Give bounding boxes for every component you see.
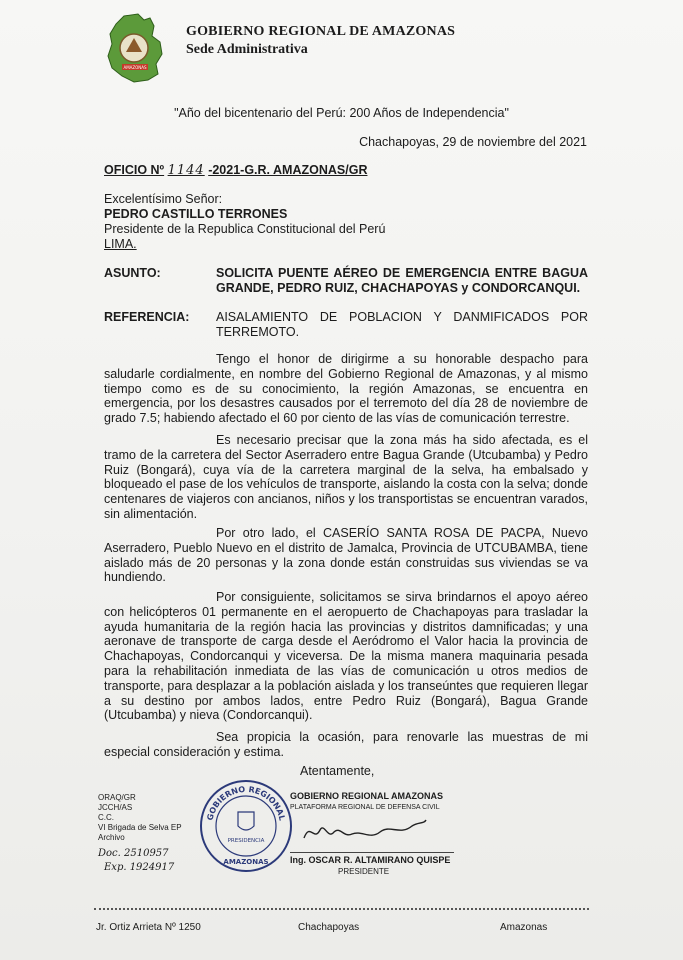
stamp-bottom-text: AMAZONAS [223,858,269,866]
paragraph-1 [104,352,588,426]
stamp-organization [290,791,443,813]
footer-city: Chachapoyas [298,922,360,933]
oficio-suffix: -2021-G.R. AMAZONAS/GR [208,163,368,177]
recipient-block [104,192,385,252]
cc-line: ORAQ/GR [98,793,136,802]
regional-emblem-logo [104,12,166,84]
stamp-ring-text: GOBIERNO REGIONAL [205,784,287,822]
logo-text: AMAZONAS [123,65,147,70]
oficio-prefix: OFICIO Nº [104,163,165,177]
stamp-org-line1: GOBIERNO REGIONAL AMAZONAS [290,791,444,801]
signer-name: Ing. OSCAR R. ALTAMIRANO QUISPE [290,855,451,865]
asunto-label: ASUNTO: [104,266,161,280]
footer-region: Amazonas [500,922,548,933]
cc-line: JCCH/AS [98,803,133,812]
asunto-text: SOLICITA PUENTE AÉREO DE EMERGENCIA ENTRE BAGUA GRANDE, PEDRO RUIZ, CHACHAPOYAS y CONDORCANQUI. [216,266,588,295]
oficio-number [104,163,367,178]
paragraph-2-text: Es necesario precisar que la zona más ha sido afectada, es el tramo de la carretera del Sector Aserradero entre Bagua Grande (Utcubamba) y Pedro Ruiz (Bongará), cuya vía de la carretera marginal de la selva, ha embalsado y bloqueado el pase de los vehículos de transporte, aislando la costa con la selva; donde centenares de viajeros con ancianos, niños y los transportistas se encuentran varados, sin alimentación. [104,433,588,521]
closing: Atentamente, [300,764,375,778]
oficio-handwritten-number: 1144 [167,163,205,178]
paragraph-1-text: Tengo el honor de dirigirme a su honorable despacho para saludarle cordialmente, en nombre del Gobierno Regional de Amazonas, y al mismo tiempo como es de su conocimiento, la región Amazonas, se encuentra en emergencia, por los desastres causados por el terremoto del día 28 de noviembre de grado 7.5; habiendo afectado el 60 por ciento de las vías de comunicación terrestre. [104,352,588,426]
paragraph-2 [104,433,588,522]
paragraph-4 [104,590,588,723]
cc-line: Archivo [98,833,125,842]
handwritten-doc-ref: Doc. 2510957 [98,848,169,859]
referencia-label: REFERENCIA: [104,310,190,324]
paragraph-5 [104,730,588,760]
paragraph-3-text: Por otro lado, el CASERÍO SANTA ROSA DE PACPA, Nuevo Aserradero, Pueblo Nuevo en el distrito de Jamalca, Provincia de UTCUBAMBA, tiene aislado más de 20 personas y la zona donde están construidas sus viviendas se va hundiendo. [104,526,588,585]
recipient-city: LIMA. [104,237,137,251]
year-motto: "Año del bicentenario del Perú: 200 Años de Independencia" [174,106,509,120]
signature-line [290,852,454,853]
handwritten-signature [300,812,430,848]
recipient-title: Presidente de la Republica Constitucional del Perú [104,222,386,236]
paragraph-3 [104,526,588,585]
presidency-round-stamp [198,778,294,874]
handwritten-exp-ref: Exp. 1924917 [104,862,175,873]
footer-address: Jr. Ortiz Arrieta Nº 1250 [96,922,201,933]
paragraph-5-text: Sea propicia la ocasión, para renovarle las muestras de mi especial consideración y estima. [104,730,588,759]
stamp-org-line2: PLATAFORMA REGIONAL DE DEFENSA CIVIL [290,804,440,811]
recipient-name: PEDRO CASTILLO TERRONES [104,207,288,221]
referencia-text: AISALAMIENTO DE POBLACION Y DANMIFICADOS POR TERREMOTO. [216,310,588,339]
cc-line: C.C. [98,813,114,822]
footer-divider [94,908,589,910]
salutation: Excelentísimo Señor: [104,192,223,206]
signer-title: PRESIDENTE [338,867,390,876]
stamp-inner-text: PRESIDENCIA [227,838,265,844]
organization-name: GOBIERNO REGIONAL DE AMAZONAS [186,24,456,39]
signer-block [290,855,450,877]
date-line: Chachapoyas, 29 de noviembre del 2021 [359,135,587,149]
paragraph-4-text: Por consiguiente, solicitamos se sirva brindarnos el apoyo aéreo con helicópteros 01 permanente en el aeropuerto de Chachapoyas para trasladar la ayuda humanitaria de la región hacia las provincias y distritos damnificadas; y una aeronave de transporte de carga desde el Aeródromo el Valor hacia la provincia de Chachapoyas, Condorcanqui y viceversa. De la misma manera maquinaria pesada para la rehabilitación inmediata de las vías de comunicación u otros medios de transporte, para desplazar a la población aislada y los transeúntes que requieren llegar a su destino por ambos lados, entre Pedro Ruiz (Bongará), Bagua Grande (Utcubamba) y nieva (Condorcanqui). [104,590,588,723]
organization-subtitle: Sede Administrativa [186,42,308,57]
cc-line: VI Brigada de Selva EP [98,823,182,832]
cc-block [98,793,182,875]
